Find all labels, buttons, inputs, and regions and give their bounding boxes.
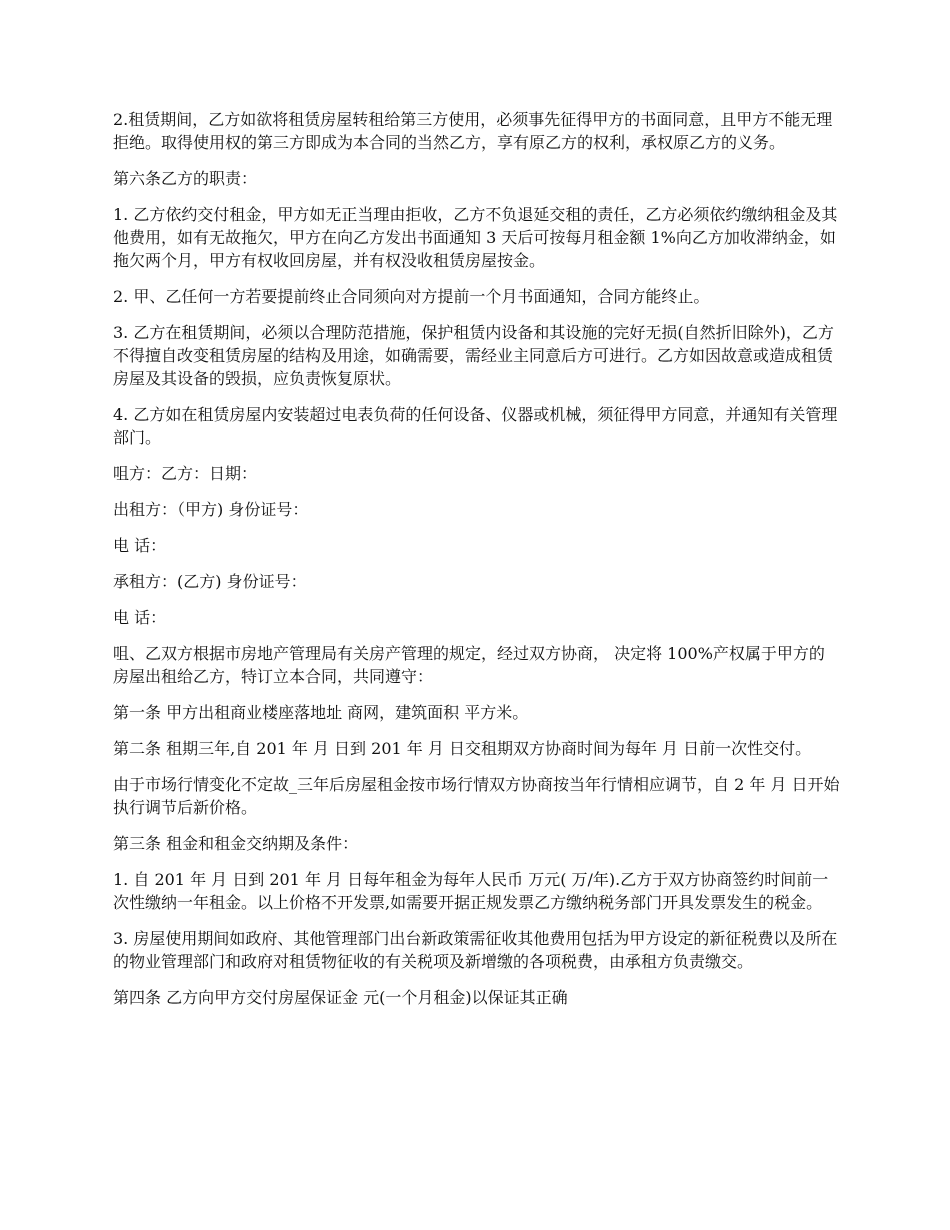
paragraph-maintenance: 3. 乙方在租赁期间，必须以合理防范措施，保护租赁内设备和其设施的完好无损(自然折旧除外)，乙方不得擅自改变租赁房屋的结构及用途，如确需要，需经业主同意后方可进行。乙方如因故意或造成租赁房屋及其设备的毁损，应负责恢复原状。 bbox=[113, 323, 834, 388]
paragraph-article-4: 第四条 乙方向甲方交付房屋保证金 元(一个月租金)以保证其正确 bbox=[113, 988, 568, 1007]
paragraph-market-adjustment: 由于市场行情变化不定故_三年后房屋租金按市场行情双方协商按当年行情相应调节，自 2 年 月 日开始执行调节后新价格。 bbox=[113, 775, 840, 817]
paragraph-annual-rent: 1. 自 201 年 月 日到 201 年 月 日每年租金为每年人民币 万元( 万/年).乙方于双方协商签约时间前一次性缴纳一年租金。以上价格不开发票,如需要开据正规发票乙方缴纳税务部门开具发票发生的税金。 bbox=[113, 870, 829, 912]
paragraph-rent-payment: 1. 乙方依约交付租金，甲方如无正当理由拒收，乙方不负退延交租的责任，乙方必须依约缴纳租金及其他费用，如有无故拖欠，甲方在向乙方发出书面通知 3 天后可按每月租金额 1%向乙方加收滞纳金，如拖欠两个月，甲方有权收回房屋，并有权没收租赁房屋按金。 bbox=[113, 205, 838, 270]
paragraph-sublease-clause: 2.租赁期间，乙方如欲将租赁房屋转租给第三方使用，必须事先征得甲方的书面同意，且甲方不能无理拒绝。取得使用权的第三方即成为本合同的当然乙方，享有原乙方的权利，承权原乙方的义务。 bbox=[113, 110, 833, 152]
heading-article-6: 第六条乙方的职责： bbox=[113, 169, 258, 188]
lessee-line: 承租方：(乙方) 身份证号： bbox=[113, 572, 307, 591]
paragraph-article-2: 第二条 租期三年,自 201 年 月 日到 201 年 月 日交租期双方协商时间为每年 月 日前一次性交付。 bbox=[113, 739, 812, 758]
lessee-phone-line: 电 话： bbox=[113, 608, 167, 627]
document-page bbox=[113, 108, 840, 1022]
paragraph-early-termination: 2. 甲、乙任何一方若要提前终止合同须向对方提前一个月书面通知，合同方能终止。 bbox=[113, 287, 710, 306]
paragraph-equipment: 4. 乙方如在租赁房屋内安装超过电表负荷的任何设备、仪器或机械，须征得甲方同意，并通知有关管理部门。 bbox=[113, 405, 838, 447]
paragraph-article-1: 第一条 甲方出租商业楼座落地址 商网，建筑面积 平方米。 bbox=[113, 703, 529, 722]
heading-article-3: 第三条 租金和租金交纳期及条件： bbox=[113, 834, 359, 853]
lessor-line: 出租方：（甲方) 身份证号： bbox=[113, 500, 309, 519]
paragraph-preamble: 咀、乙双方根据市房地产管理局有关房产管理的规定，经过双方协商， 决定将 100%产权属于甲方的房屋出租给乙方，特订立本合同，共同遵守： bbox=[113, 644, 825, 686]
lessor-phone-line: 电 话： bbox=[113, 536, 167, 555]
signature-line: 咀方：乙方：日期： bbox=[113, 464, 258, 483]
paragraph-taxes-fees: 3. 房屋使用期间如政府、其他管理部门出台新政策需征收其他费用包括为甲方设定的新征税费以及所在的物业管理部门和政府对租赁物征收的有关税项及新增缴的各项税费，由承租方负责缴交。 bbox=[113, 929, 838, 971]
